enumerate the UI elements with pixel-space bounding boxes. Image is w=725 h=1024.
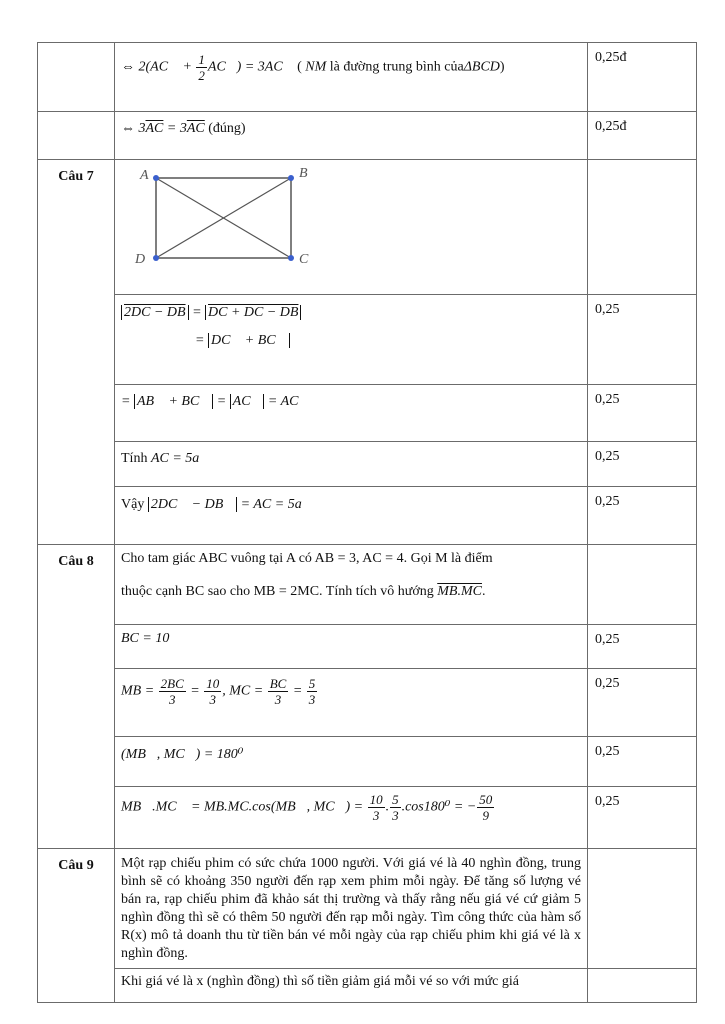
table-row — [38, 385, 697, 442]
math-line: MB = $\frac{2BC}{3}$ = $\frac{10}{3}$ , MC = $\frac{BC}{3}$ = $\frac{5}{3}$ — [121, 676, 316, 707]
table-row — [38, 787, 697, 849]
points-cell: 0,25 — [588, 295, 697, 385]
table-row — [38, 669, 697, 737]
math-line: ⇔ 2(AC⃗ + $\frac{1}{2}$ AC⃗) = 3AC⃗ ( NM là đường trung bình củaΔBCD) — [121, 52, 505, 83]
problem-line: Cho tam giác ABC vuông tại A có AB = 3, AC = 4. Gọi M là điểm — [121, 551, 493, 566]
question-label: Câu 8 — [38, 545, 115, 849]
solution-line: Khi giá vé là x (nghìn đồng) thì số tiền giảm giá mỗi vé so với mức giá — [121, 974, 519, 989]
figure-cell — [115, 160, 588, 295]
problem-paragraph: Một rạp chiếu phim có sức chứa 1000 người. Với giá vé là 40 nghìn đồng, trung bình sẽ có khoảng 350 người đến rạp xem phim mỗi ngày. Để tăng số lượng vé bán ra, rạp chiếu phim đã khảo sát thị trường và thấy rằng nếu giá vé cứ giảm 5 nghìn đồng thì sẽ có thêm 50 người đến rạp mỗi ngày. Tìm công thức của hàm số R(x) mô tả doanh thu từ tiền bán vé mỗi ngày của rạp chiếu phim khi giá vé là x nghìn đồng. — [121, 856, 581, 961]
table-row — [38, 43, 697, 112]
math-line: Vậy 2DC⃗ − DB⃗ = AC = 5a — [121, 497, 302, 512]
math-line: BC = 10 — [121, 631, 170, 646]
rectangle-figure — [125, 166, 345, 286]
math-line: = AB⃗ + BC⃗ = AC⃗ = AC — [121, 394, 299, 409]
table-row — [38, 969, 697, 1003]
points-cell: 0,25 — [588, 737, 697, 787]
table-row — [38, 442, 697, 487]
math-line: (MB⃗, MC⃗) = 180⁰ — [121, 747, 244, 762]
table-row — [38, 545, 697, 625]
points-cell: 0,25 — [588, 487, 697, 545]
point-a — [153, 175, 159, 181]
label-d: D — [135, 252, 146, 267]
label-b: B — [299, 166, 308, 181]
table-row — [38, 849, 697, 969]
points-cell: 0,25đ — [588, 112, 697, 160]
table-row — [38, 160, 697, 295]
table-row — [38, 737, 697, 787]
question-label: Câu 9 — [38, 849, 115, 1003]
point-d — [153, 255, 159, 261]
table-row — [38, 112, 697, 160]
math-text: AC⃗) = 3AC⃗ — [207, 59, 294, 75]
question-label: Câu 7 — [38, 160, 115, 545]
math-line: 2DC − DB = DC + DC − DB — [115, 295, 587, 321]
math-line: MB⃗.MC⃗ = MB.MC.cos(MB⃗, MC⃗) = $\frac{10}{3}$ . $\frac{5}{3}$ .cos180⁰ = − $\frac{50}{9}$ — [121, 792, 493, 823]
question-cell — [38, 43, 115, 112]
label-c: C — [299, 252, 309, 267]
table-row — [38, 625, 697, 669]
points-cell: 0,25 — [588, 625, 697, 669]
points-cell: 0,25 — [588, 385, 697, 442]
table-row — [38, 487, 697, 545]
math-line: = DC⃗ + BC⃗ — [115, 321, 587, 349]
math-line: Tính AC = 5a — [121, 451, 200, 466]
points-cell: 0,25 — [588, 669, 697, 737]
problem-line: thuộc cạnh BC sao cho MB = 2MC. Tính tích vô hướng MB.MC. — [121, 584, 486, 599]
points-cell: 0,25 — [588, 787, 697, 849]
point-c — [288, 255, 294, 261]
points-cell: 0,25 — [588, 442, 697, 487]
math-line: ⇔ $3\overline{AC} = 3\overline{AC}$ (đúng) — [121, 121, 246, 136]
label-a: A — [140, 168, 149, 183]
table-row — [38, 295, 697, 385]
answer-table — [37, 42, 697, 1003]
solution-cell — [115, 43, 588, 112]
point-b — [288, 175, 294, 181]
fraction: $\frac{1}{2}$ — [198, 52, 205, 83]
points-cell: 0,25đ — [588, 43, 697, 112]
math-text: ⇔ 2(AC⃗ + — [121, 59, 196, 75]
